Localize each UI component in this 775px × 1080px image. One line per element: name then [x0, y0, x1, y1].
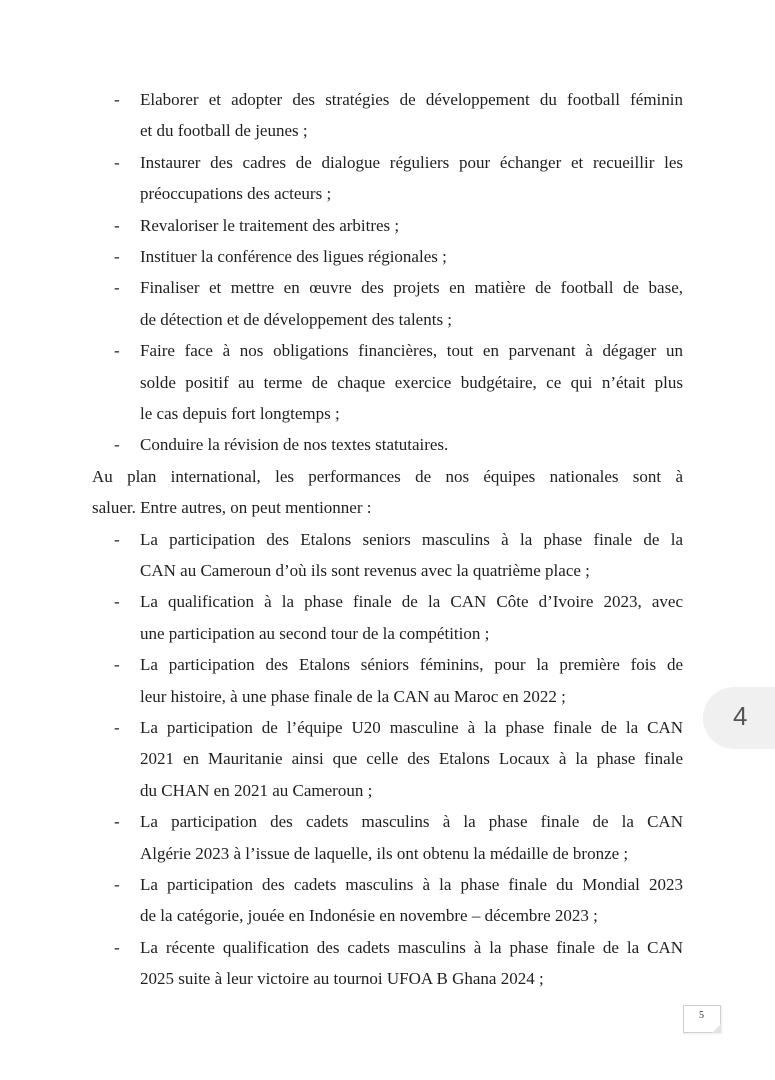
- list-item-line: La participation des Etalons séniors féminins, pour la première fois de: [140, 655, 683, 675]
- list-item-line: Algérie 2023 à l’issue de laquelle, ils ont obtenu la médaille de bronze ;: [140, 843, 629, 863]
- list-item-line: de la catégorie, jouée en Indonésie en novembre – décembre 2023 ;: [140, 906, 598, 926]
- bullet-dash: -: [114, 278, 120, 298]
- list-item-line: Instaurer des cadres de dialogue réguliers pour échanger et recueillir les: [140, 152, 683, 172]
- list-item-line: le cas depuis fort longtemps ;: [140, 403, 340, 423]
- list-item-line: une participation au second tour de la compétition ;: [140, 623, 490, 643]
- list-item-line: et du football de jeunes ;: [140, 121, 308, 141]
- bullet-dash: -: [114, 529, 120, 549]
- page-indicator-label: 4: [733, 701, 748, 731]
- list-item-line: CAN au Cameroun d’où ils sont revenus avec la quatrième place ;: [140, 560, 590, 580]
- list-item-line: préoccupations des acteurs ;: [140, 184, 332, 204]
- list-item-line: 2025 suite à leur victoire au tournoi UFOA B Ghana 2024 ;: [140, 969, 544, 989]
- list-item-line: Revaloriser le traitement des arbitres ;: [140, 215, 400, 235]
- list-item-line: 2021 en Mauritanie ainsi que celle des Etalons Locaux à la phase finale: [140, 749, 683, 769]
- bullet-dash: -: [114, 592, 120, 612]
- bullet-dash: -: [114, 655, 120, 675]
- list-item-line: Instituer la conférence des ligues régionales ;: [140, 247, 447, 266]
- bullet-dash: -: [114, 90, 120, 109]
- list-item-line: La participation des cadets masculins à la phase finale du Mondial 2023: [140, 875, 683, 894]
- list-item-line: de détection et de développement des talents ;: [140, 309, 453, 329]
- paragraph-line: Au plan international, les performances de nos équipes nationales sont à: [92, 466, 683, 486]
- bullet-dash: -: [114, 435, 120, 455]
- list-item-line: du CHAN en 2021 au Cameroun ;: [140, 780, 373, 800]
- list-item-line: La récente qualification des cadets masculins à la phase finale de la CAN: [140, 937, 683, 957]
- bullet-dash: -: [114, 875, 120, 894]
- page-number-box: [683, 1005, 721, 1033]
- list-item-line: solde positif au terme de chaque exercice budgétaire, ce qui n’était plus: [140, 372, 683, 392]
- bullet-dash: -: [114, 812, 120, 832]
- list-item-line: leur histoire, à une phase finale de la CAN au Maroc en 2022 ;: [140, 686, 566, 706]
- list-item-line: Elaborer et adopter des stratégies de développement du football féminin: [140, 90, 683, 109]
- list-item-line: La participation des cadets masculins à la phase finale de la CAN: [140, 812, 683, 832]
- list-item-line: Faire face à nos obligations financières, tout en parvenant à dégager un: [140, 341, 683, 361]
- page-corner-fold: [712, 1024, 721, 1033]
- bullet-dash: -: [114, 937, 120, 957]
- list-item-line: La participation des Etalons seniors masculins à la phase finale de la: [140, 529, 683, 549]
- list-item-line: Finaliser et mettre en œuvre des projets en matière de football de base,: [140, 278, 683, 298]
- paragraph-line: saluer. Entre autres, on peut mentionner :: [92, 498, 372, 518]
- bullet-dash: -: [114, 152, 120, 172]
- list-item-line: La qualification à la phase finale de la CAN Côte d’Ivoire 2023, avec: [140, 592, 683, 612]
- bullet-dash: -: [114, 341, 120, 361]
- list-item-line: La participation de l’équipe U20 masculine à la phase finale de la CAN: [140, 718, 683, 737]
- bullet-dash: -: [114, 215, 120, 235]
- bullet-dash: -: [114, 247, 120, 266]
- bullet-dash: -: [114, 718, 120, 737]
- page-number: 5: [699, 1010, 704, 1021]
- list-item-line: Conduire la révision de nos textes statutaires.: [140, 435, 449, 455]
- page-indicator-tab[interactable]: [703, 687, 775, 749]
